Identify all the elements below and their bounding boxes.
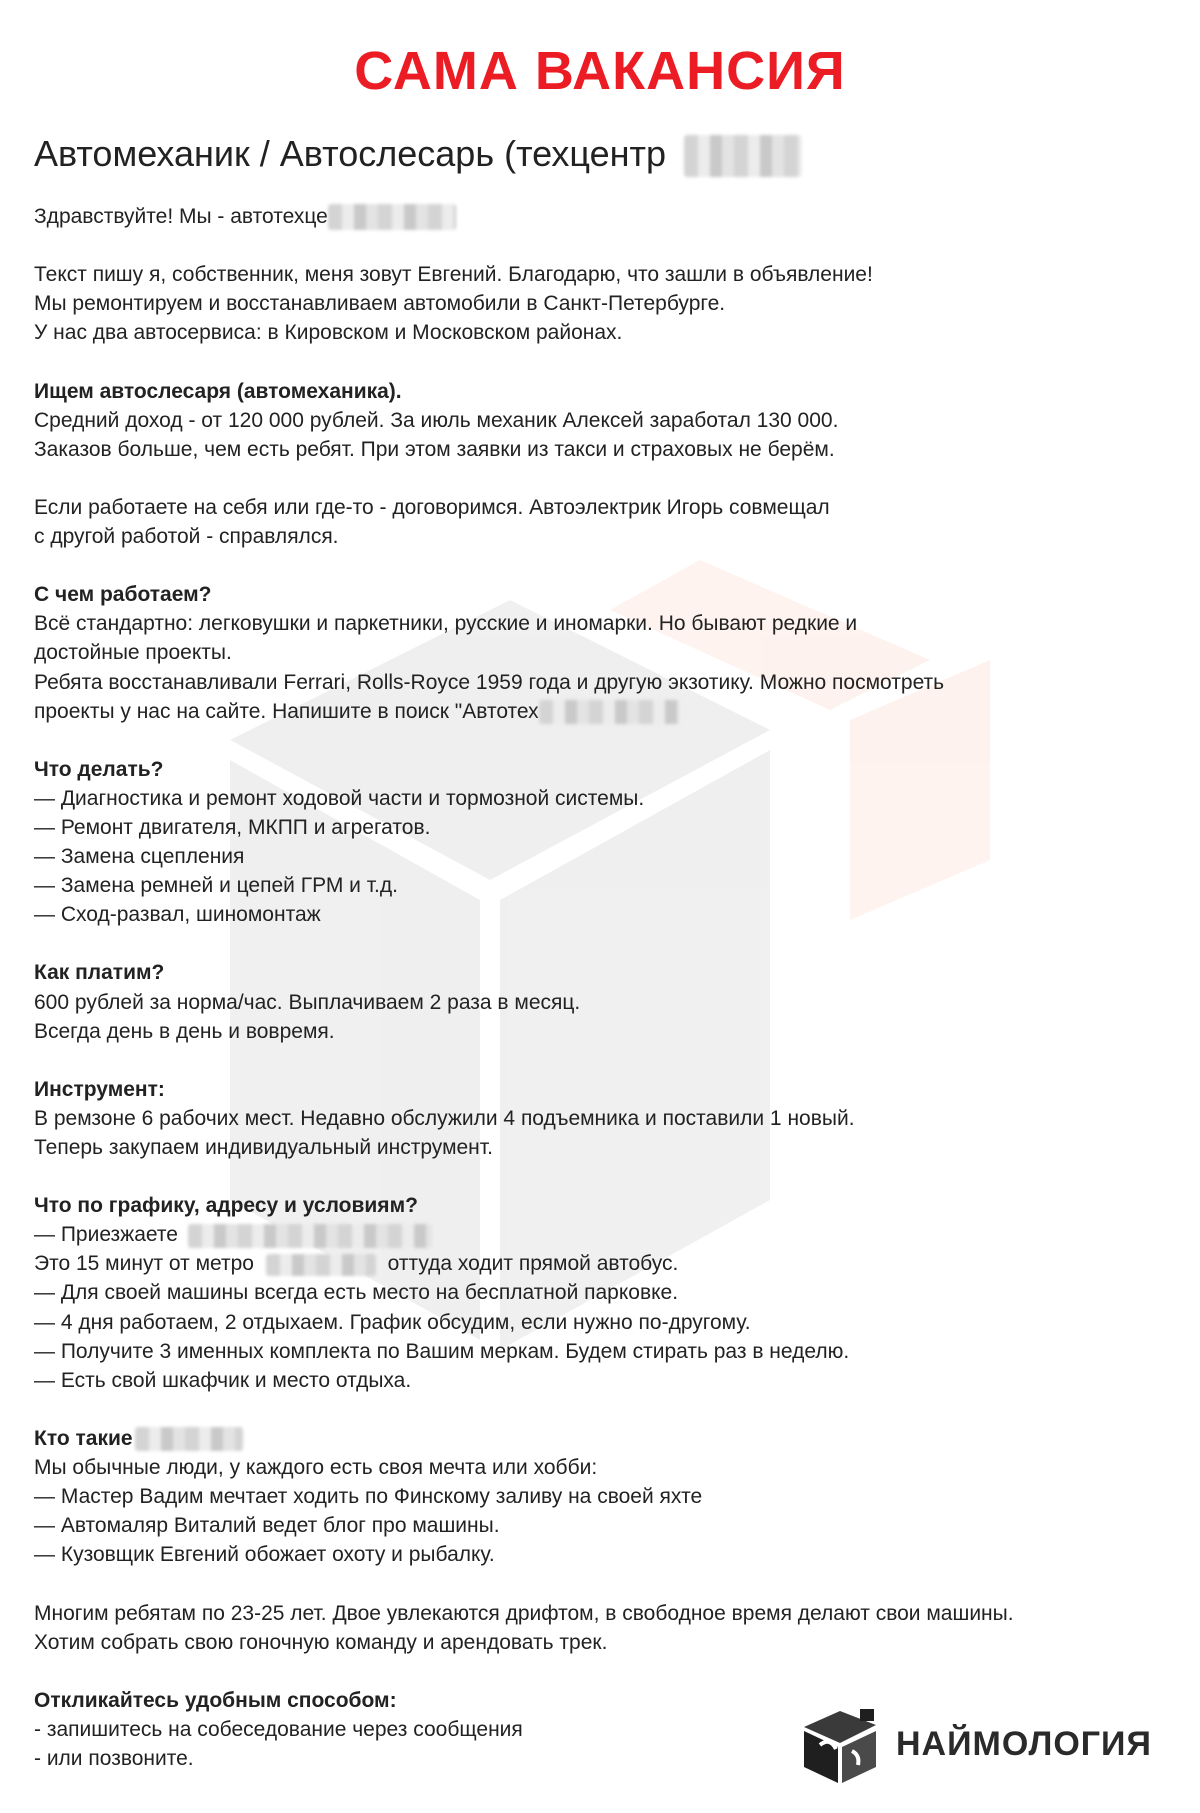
tools-line: В ремзоне 6 рабочих мест. Недавно обслужили 4 подъемника и поставили 1 новый. [34,1106,855,1130]
redacted-blur [328,204,456,230]
task-item: — Замена сцепления [34,845,245,869]
redacted-blur [684,135,802,177]
team-line: Хотим собрать свою гоночную команду и арендовать трек. [34,1630,608,1654]
schedule-arrive-text: — Приезжаете [34,1223,178,1247]
page-headline: САМА ВАКАНСИЯ [354,41,846,101]
task-item: — Сход-развал, шиномонтаж [34,903,321,927]
job-title-text: Автомеханик / Автослесарь (техцентр [34,133,667,174]
intro-line: Текст пишу я, собственник, меня зовут Евгений. Благодарю, что зашли в объявление! [34,263,873,287]
schedule-item: — 4 дня работаем, 2 отдыхаем. График обсудим, если нужно по-другому. [34,1310,751,1334]
vacancy-text [34,202,1174,1773]
greeting [34,202,1174,231]
pay-line: Всегда день в день и вовремя. [34,1019,335,1043]
greeting-text: Здравствуйте! Мы - автотехце [34,205,328,228]
work-with-line: Ребята восстанавливали Ferrari, Rolls-Royce 1959 года и другую экзотику. Можно посмотреть [34,670,945,694]
who-line: — Кузовщик Евгений обожает охоту и рыбалку. [34,1543,495,1567]
schedule-metro [34,1249,1174,1278]
intro-line: У нас два автосервиса: в Кировском и Московском районах. [34,321,623,345]
redacted-blur [266,1254,376,1276]
schedule-metro-text: Это 15 минут от метро [34,1252,254,1276]
redacted-blur [135,1427,243,1451]
team-line: Многим ребятам по 23-25 лет. Двое увлекаются дрифтом, в свободное время делают свои машины. [34,1601,1014,1625]
work-with-search-text: проекты у нас на сайте. Напишите в поиск "Автотех [34,699,539,723]
work-with-line [34,697,1174,726]
seeking-line: Средний доход - от 120 000 рублей. За июль механик Алексей заработал 130 000. [34,408,839,432]
section-heading-pay: Как платим? [34,961,165,985]
schedule-item: — Есть свой шкафчик и место отдыха. [34,1368,412,1392]
section-heading-respond: Откликайтесь удобным способом: [34,1688,397,1712]
who-heading-text: Кто такие [34,1426,133,1450]
brand-name: НАЙМОЛОГИЯ [896,1725,1152,1763]
work-with-line: Всё стандартно: легковушки и паркетники, русские и иномарки. Но бывают редкие и [34,612,858,636]
section-heading-schedule: Что по графику, адресу и условиям? [34,1194,418,1218]
section-heading-seeking: Ищем автослесаря (автомеханика). [34,379,402,403]
who-line: — Мастер Вадим мечтает ходить по Финскому заливу на своей яхте [34,1485,703,1509]
seeking-line: Заказов больше, чем есть ребят. При этом заявки из такси и страховых не берём. [34,437,835,461]
task-item: — Ремонт двигателя, МКПП и агрегатов. [34,815,431,839]
flexible-line: Если работаете на себя или где-то - договоримся. Автоэлектрик Игорь совмещал [34,495,830,519]
flexible-line: с другой работой - справлялся. [34,525,339,549]
task-item: — Замена ремней и цепей ГРМ и т.д. [34,874,398,898]
pay-line: 600 рублей за норма/час. Выплачиваем 2 раза в месяц. [34,990,581,1014]
section-heading-work-with: С чем работаем? [34,583,212,607]
work-with-line: достойные проекты. [34,641,232,665]
cube-logo-icon [800,1705,886,1785]
task-item: — Диагностика и ремонт ходовой части и тормозной системы. [34,786,645,810]
section-heading-tasks: Что делать? [34,757,164,781]
who-line: — Автомаляр Виталий ведет блог про машины. [34,1514,500,1538]
schedule-item: — Получите 3 именных комплекта по Вашим меркам. Будем стирать раз в неделю. [34,1339,850,1363]
schedule-item: — Для своей машины всегда есть место на бесплатной парковке. [34,1281,679,1305]
respond-item: - запишитесь на собеседование через сообщения [34,1717,523,1741]
job-title [34,132,802,177]
brand-logo [800,1705,1170,1785]
redacted-blur [188,1224,432,1248]
section-heading-who [34,1424,1174,1453]
tools-line: Теперь закупаем индивидуальный инструмент. [34,1136,493,1159]
schedule-metro-after-text: оттуда ходит прямой автобус. [387,1252,679,1276]
respond-item: - или позвоните. [34,1746,194,1770]
schedule-arrive [34,1220,1174,1249]
redacted-blur [539,700,679,724]
intro-line: Мы ремонтируем и восстанавливаем автомобили в Санкт-Петербурге. [34,292,726,316]
who-line: Мы обычные люди, у каждого есть своя мечта или хобби: [34,1456,598,1480]
section-heading-tools: Инструмент: [34,1077,165,1101]
